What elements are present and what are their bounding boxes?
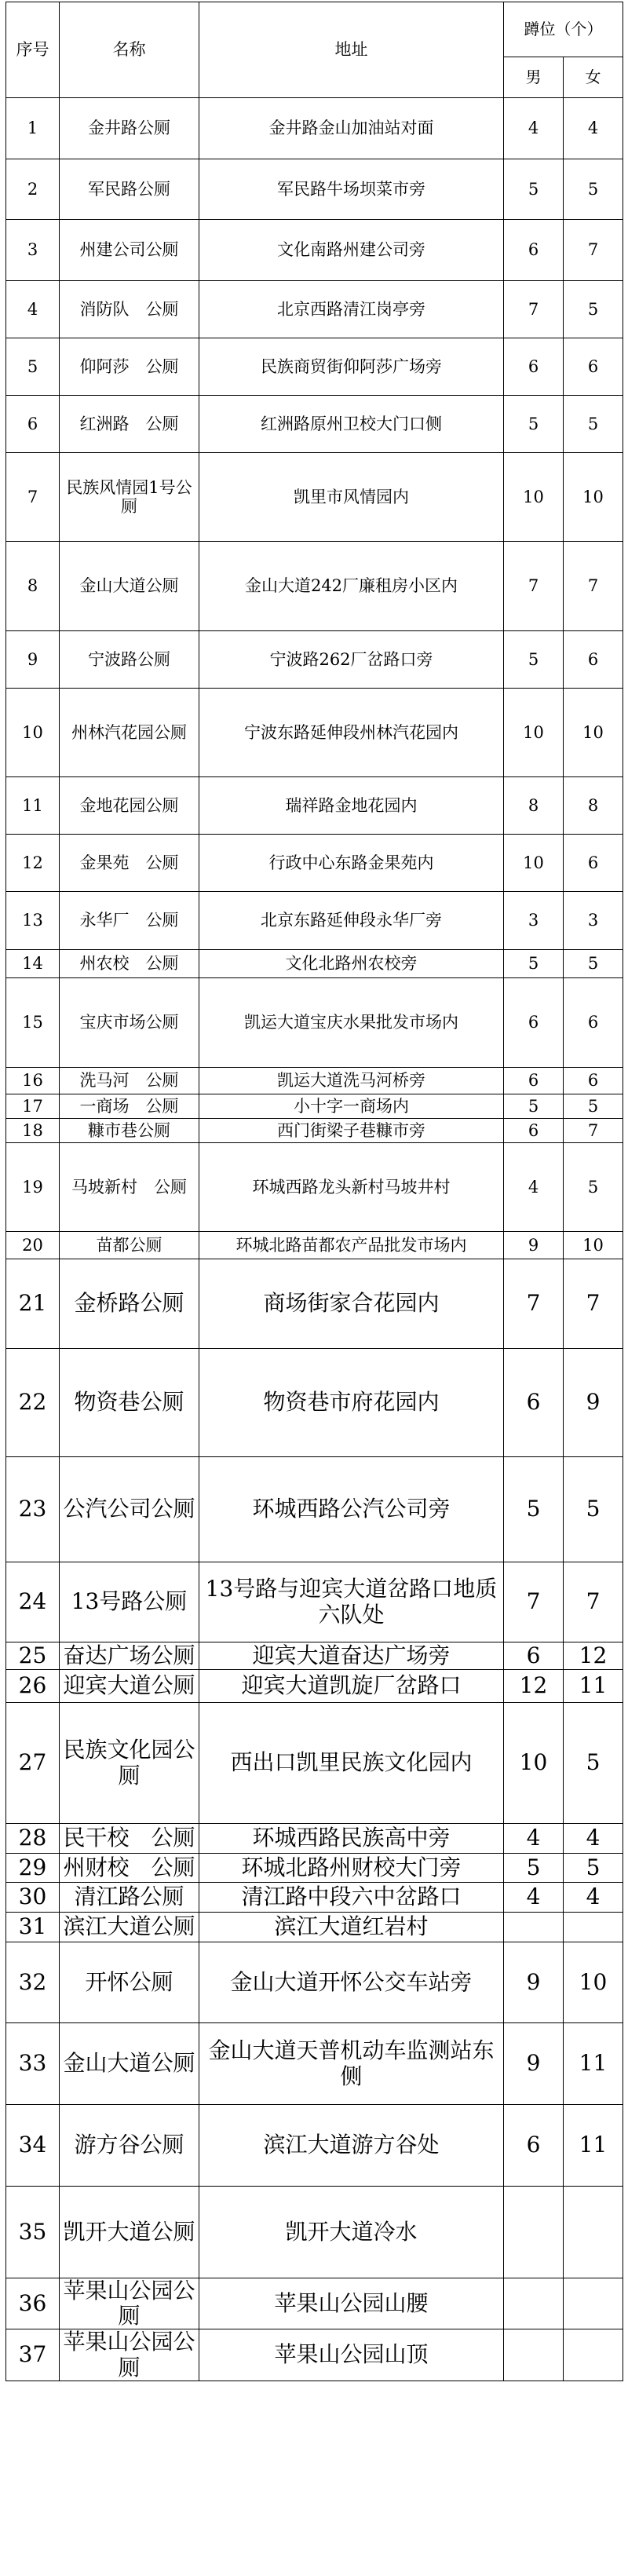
table-row <box>6 950 623 978</box>
table-row <box>6 1562 623 1642</box>
row-address-cell: 文化北路州农校旁 <box>199 950 504 978</box>
row-no-cell: 6 <box>6 396 60 453</box>
row-male-cell: 7 <box>504 1259 564 1349</box>
row-female-cell: 4 <box>564 1883 623 1913</box>
table-row <box>6 777 623 835</box>
row-address-cell: 商场街家合花园内 <box>199 1259 504 1349</box>
row-no-cell: 32 <box>6 1942 60 2023</box>
row-name-cell: 游方谷公厕 <box>60 2105 199 2187</box>
row-male-cell: 6 <box>504 1642 564 1670</box>
row-no-cell: 25 <box>6 1642 60 1670</box>
public-toilet-table <box>5 2 623 2381</box>
row-address-cell: 西出口凯里民族文化园内 <box>199 1703 504 1824</box>
row-female-cell <box>564 1913 623 1942</box>
row-male-cell: 9 <box>504 1232 564 1259</box>
row-address-cell: 滨江大道游方谷处 <box>199 2105 504 2187</box>
row-address-cell: 苹果山公园山腰 <box>199 2278 504 2329</box>
row-name-cell: 糠市巷公厕 <box>60 1119 199 1143</box>
row-address-cell: 凯运大道洗马河桥旁 <box>199 1068 504 1094</box>
row-no-cell: 5 <box>6 338 60 396</box>
row-address-cell: 环城西路民族高中旁 <box>199 1824 504 1854</box>
table-row <box>6 159 623 220</box>
row-name-cell: 金山大道公厕 <box>60 542 199 631</box>
table-row <box>6 2278 623 2329</box>
row-female-cell: 5 <box>564 159 623 220</box>
row-name-cell: 13号路公厕 <box>60 1562 199 1642</box>
row-address-cell: 北京东路延伸段永华厂旁 <box>199 892 504 950</box>
row-male-cell: 7 <box>504 1562 564 1642</box>
row-female-cell: 10 <box>564 1942 623 2023</box>
row-no-cell: 34 <box>6 2105 60 2187</box>
row-name-cell: 清江路公厕 <box>60 1883 199 1913</box>
row-name-cell: 苹果山公园公厕 <box>60 2329 199 2381</box>
row-no-cell: 20 <box>6 1232 60 1259</box>
row-address-cell: 凯里市风情园内 <box>199 453 504 542</box>
row-male-cell: 5 <box>504 1457 564 1562</box>
row-name-cell: 州农校 公厕 <box>60 950 199 978</box>
table-row <box>6 1457 623 1562</box>
table-row <box>6 1143 623 1232</box>
row-male-cell <box>504 2329 564 2381</box>
row-address-cell: 凯开大道冷水 <box>199 2187 504 2278</box>
row-female-cell: 10 <box>564 453 623 542</box>
table-row <box>6 689 623 777</box>
table-row <box>6 1259 623 1349</box>
row-no-cell: 13 <box>6 892 60 950</box>
row-address-cell: 瑞祥路金地花园内 <box>199 777 504 835</box>
row-male-cell: 5 <box>504 396 564 453</box>
header-address: 地址 <box>199 2 504 98</box>
row-no-cell: 17 <box>6 1094 60 1119</box>
table-row <box>6 1883 623 1913</box>
row-male-cell: 4 <box>504 1883 564 1913</box>
row-address-cell: 宁波东路延伸段州林汽花园内 <box>199 689 504 777</box>
table-row <box>6 1942 623 2023</box>
row-no-cell: 8 <box>6 542 60 631</box>
row-name-cell: 民干校 公厕 <box>60 1824 199 1854</box>
table-row <box>6 2105 623 2187</box>
table-row <box>6 892 623 950</box>
row-male-cell: 5 <box>504 1094 564 1119</box>
row-no-cell: 1 <box>6 98 60 159</box>
row-name-cell: 滨江大道公厕 <box>60 1913 199 1942</box>
table-row <box>6 1349 623 1457</box>
row-address-cell: 清江路中段六中岔路口 <box>199 1883 504 1913</box>
header-stalls: 蹲位（个） <box>504 2 623 57</box>
row-name-cell: 一商场 公厕 <box>60 1094 199 1119</box>
table-row <box>6 1068 623 1094</box>
row-name-cell: 金山大道公厕 <box>60 2023 199 2105</box>
row-female-cell: 5 <box>564 1854 623 1883</box>
row-name-cell: 消防队 公厕 <box>60 281 199 338</box>
row-no-cell: 24 <box>6 1562 60 1642</box>
row-female-cell: 11 <box>564 1670 623 1703</box>
row-male-cell: 3 <box>504 892 564 950</box>
row-male-cell: 4 <box>504 1824 564 1854</box>
row-no-cell: 19 <box>6 1143 60 1232</box>
row-address-cell: 北京西路清江岗亭旁 <box>199 281 504 338</box>
row-no-cell: 16 <box>6 1068 60 1094</box>
row-address-cell: 环城西路公汽公司旁 <box>199 1457 504 1562</box>
row-address-cell: 金山大道天普机动车监测站东侧 <box>199 2023 504 2105</box>
row-address-cell: 凯运大道宝庆水果批发市场内 <box>199 978 504 1068</box>
row-no-cell: 7 <box>6 453 60 542</box>
row-address-cell: 环城北路州财校大门旁 <box>199 1854 504 1883</box>
row-name-cell: 民族风情园1号公厕 <box>60 453 199 542</box>
header-female: 女 <box>564 57 623 98</box>
row-name-cell: 州财校 公厕 <box>60 1854 199 1883</box>
row-address-cell: 民族商贸街仰阿莎广场旁 <box>199 338 504 396</box>
row-name-cell: 金果苑 公厕 <box>60 835 199 892</box>
row-female-cell: 10 <box>564 1232 623 1259</box>
row-name-cell: 金地花园公厕 <box>60 777 199 835</box>
row-name-cell: 苹果山公园公厕 <box>60 2278 199 2329</box>
row-female-cell: 9 <box>564 1349 623 1457</box>
table-row <box>6 98 623 159</box>
row-female-cell: 12 <box>564 1642 623 1670</box>
row-no-cell: 26 <box>6 1670 60 1703</box>
row-no-cell: 28 <box>6 1824 60 1854</box>
table-row <box>6 453 623 542</box>
row-no-cell: 11 <box>6 777 60 835</box>
row-no-cell: 15 <box>6 978 60 1068</box>
row-name-cell: 物资巷公厕 <box>60 1349 199 1457</box>
row-no-cell: 31 <box>6 1913 60 1942</box>
row-male-cell: 6 <box>504 1349 564 1457</box>
table-row <box>6 1854 623 1883</box>
row-female-cell: 4 <box>564 98 623 159</box>
row-no-cell: 36 <box>6 2278 60 2329</box>
table-row <box>6 978 623 1068</box>
row-name-cell: 宁波路公厕 <box>60 631 199 689</box>
row-male-cell: 8 <box>504 777 564 835</box>
table-row <box>6 338 623 396</box>
row-male-cell: 4 <box>504 1143 564 1232</box>
row-no-cell: 9 <box>6 631 60 689</box>
row-female-cell: 7 <box>564 1562 623 1642</box>
row-male-cell <box>504 2187 564 2278</box>
row-male-cell: 6 <box>504 978 564 1068</box>
row-female-cell: 7 <box>564 1259 623 1349</box>
row-male-cell <box>504 1913 564 1942</box>
row-female-cell: 10 <box>564 689 623 777</box>
row-name-cell: 州林汽花园公厕 <box>60 689 199 777</box>
row-male-cell: 6 <box>504 338 564 396</box>
row-name-cell: 军民路公厕 <box>60 159 199 220</box>
row-address-cell: 金山大道开怀公交车站旁 <box>199 1942 504 2023</box>
row-male-cell: 9 <box>504 1942 564 2023</box>
row-name-cell: 宝庆市场公厕 <box>60 978 199 1068</box>
row-address-cell: 环城北路苗都农产品批发市场内 <box>199 1232 504 1259</box>
table-row <box>6 1703 623 1824</box>
row-no-cell: 14 <box>6 950 60 978</box>
row-no-cell: 29 <box>6 1854 60 1883</box>
header-male: 男 <box>504 57 564 98</box>
row-male-cell: 4 <box>504 98 564 159</box>
row-address-cell: 金井路金山加油站对面 <box>199 98 504 159</box>
table-row <box>6 1913 623 1942</box>
row-male-cell: 7 <box>504 281 564 338</box>
row-female-cell: 5 <box>564 1143 623 1232</box>
table-body <box>6 98 623 2381</box>
row-female-cell <box>564 2187 623 2278</box>
row-no-cell: 27 <box>6 1703 60 1824</box>
row-address-cell: 小十字一商场内 <box>199 1094 504 1119</box>
row-address-cell: 金山大道242厂廉租房小区内 <box>199 542 504 631</box>
row-male-cell: 5 <box>504 631 564 689</box>
row-no-cell: 30 <box>6 1883 60 1913</box>
row-male-cell: 5 <box>504 1854 564 1883</box>
row-male-cell: 6 <box>504 1119 564 1143</box>
row-no-cell: 10 <box>6 689 60 777</box>
row-male-cell: 6 <box>504 220 564 281</box>
row-address-cell: 文化南路州建公司旁 <box>199 220 504 281</box>
row-female-cell: 6 <box>564 631 623 689</box>
row-no-cell: 12 <box>6 835 60 892</box>
row-address-cell: 军民路牛场坝菜市旁 <box>199 159 504 220</box>
row-female-cell: 8 <box>564 777 623 835</box>
row-no-cell: 18 <box>6 1119 60 1143</box>
row-name-cell: 民族文化园公厕 <box>60 1703 199 1824</box>
row-name-cell: 仰阿莎 公厕 <box>60 338 199 396</box>
row-female-cell: 5 <box>564 1703 623 1824</box>
row-male-cell: 5 <box>504 950 564 978</box>
row-no-cell: 2 <box>6 159 60 220</box>
row-female-cell: 7 <box>564 1119 623 1143</box>
table-row <box>6 1094 623 1119</box>
row-no-cell: 37 <box>6 2329 60 2381</box>
row-male-cell: 10 <box>504 689 564 777</box>
row-male-cell: 10 <box>504 1703 564 1824</box>
row-female-cell: 11 <box>564 2023 623 2105</box>
row-male-cell: 12 <box>504 1670 564 1703</box>
row-female-cell: 6 <box>564 1068 623 1094</box>
row-address-cell: 滨江大道红岩村 <box>199 1913 504 1942</box>
row-name-cell: 金桥路公厕 <box>60 1259 199 1349</box>
table-row <box>6 1642 623 1670</box>
row-address-cell: 苹果山公园山顶 <box>199 2329 504 2381</box>
row-male-cell: 7 <box>504 542 564 631</box>
table-row <box>6 2187 623 2278</box>
table-row <box>6 2023 623 2105</box>
row-address-cell: 宁波路262厂岔路口旁 <box>199 631 504 689</box>
row-name-cell: 州建公司公厕 <box>60 220 199 281</box>
table-row <box>6 542 623 631</box>
table-row <box>6 396 623 453</box>
row-female-cell: 5 <box>564 281 623 338</box>
table-row <box>6 1824 623 1854</box>
row-address-cell: 环城西路龙头新村马坡井村 <box>199 1143 504 1232</box>
row-female-cell: 6 <box>564 338 623 396</box>
header-no: 序号 <box>6 2 60 98</box>
row-name-cell: 迎宾大道公厕 <box>60 1670 199 1703</box>
row-no-cell: 4 <box>6 281 60 338</box>
table-row <box>6 281 623 338</box>
table-row <box>6 220 623 281</box>
row-male-cell: 6 <box>504 2105 564 2187</box>
table-row <box>6 2329 623 2381</box>
row-address-cell: 西门街梁子巷糠市旁 <box>199 1119 504 1143</box>
row-address-cell: 红洲路原州卫校大门口侧 <box>199 396 504 453</box>
row-no-cell: 3 <box>6 220 60 281</box>
row-female-cell <box>564 2278 623 2329</box>
table-row <box>6 1232 623 1259</box>
row-female-cell: 7 <box>564 220 623 281</box>
row-female-cell: 11 <box>564 2105 623 2187</box>
row-name-cell: 红洲路 公厕 <box>60 396 199 453</box>
row-male-cell: 5 <box>504 159 564 220</box>
row-name-cell: 奋达广场公厕 <box>60 1642 199 1670</box>
row-address-cell: 行政中心东路金果苑内 <box>199 835 504 892</box>
row-female-cell <box>564 2329 623 2381</box>
row-female-cell: 5 <box>564 950 623 978</box>
row-name-cell: 凯开大道公厕 <box>60 2187 199 2278</box>
row-name-cell: 苗都公厕 <box>60 1232 199 1259</box>
row-name-cell: 开怀公厕 <box>60 1942 199 2023</box>
row-no-cell: 21 <box>6 1259 60 1349</box>
row-name-cell: 金井路公厕 <box>60 98 199 159</box>
row-no-cell: 35 <box>6 2187 60 2278</box>
row-address-cell: 13号路与迎宾大道岔路口地质六队处 <box>199 1562 504 1642</box>
row-female-cell: 3 <box>564 892 623 950</box>
row-name-cell: 洗马河 公厕 <box>60 1068 199 1094</box>
row-female-cell: 6 <box>564 978 623 1068</box>
row-address-cell: 物资巷市府花园内 <box>199 1349 504 1457</box>
table-row <box>6 835 623 892</box>
row-male-cell: 9 <box>504 2023 564 2105</box>
row-name-cell: 马坡新村 公厕 <box>60 1143 199 1232</box>
row-no-cell: 23 <box>6 1457 60 1562</box>
table-row <box>6 1670 623 1703</box>
row-name-cell: 公汽公司公厕 <box>60 1457 199 1562</box>
row-female-cell: 5 <box>564 1457 623 1562</box>
header-name: 名称 <box>60 2 199 98</box>
row-female-cell: 6 <box>564 835 623 892</box>
table-row <box>6 1119 623 1143</box>
row-female-cell: 5 <box>564 396 623 453</box>
row-female-cell: 4 <box>564 1824 623 1854</box>
row-no-cell: 33 <box>6 2023 60 2105</box>
row-female-cell: 7 <box>564 542 623 631</box>
row-address-cell: 迎宾大道凯旋厂岔路口 <box>199 1670 504 1703</box>
row-male-cell: 10 <box>504 453 564 542</box>
table-row <box>6 631 623 689</box>
row-address-cell: 迎宾大道奋达广场旁 <box>199 1642 504 1670</box>
row-male-cell: 10 <box>504 835 564 892</box>
row-name-cell: 永华厂 公厕 <box>60 892 199 950</box>
row-male-cell: 6 <box>504 1068 564 1094</box>
row-male-cell <box>504 2278 564 2329</box>
row-female-cell: 5 <box>564 1094 623 1119</box>
row-no-cell: 22 <box>6 1349 60 1457</box>
